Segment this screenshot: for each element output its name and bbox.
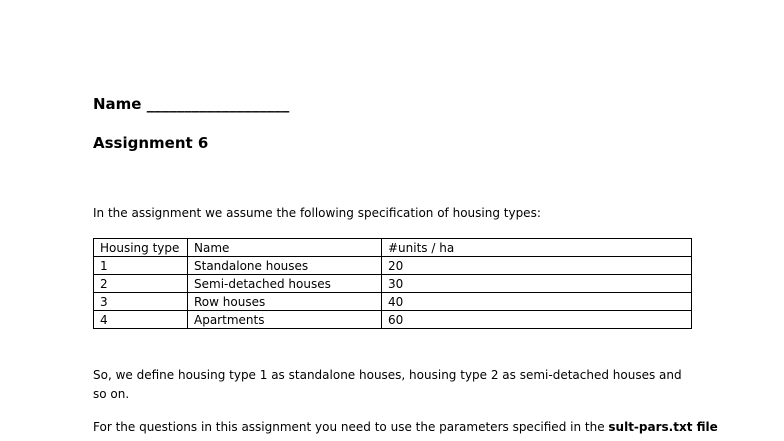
header-units-per-ha: #units / ha: [382, 239, 692, 257]
header-housing-type: Housing type: [94, 239, 188, 257]
table-cell: 60: [382, 311, 692, 329]
table-row: [94, 293, 692, 311]
parameters-paragraph: [93, 418, 718, 437]
table-cell: 3: [94, 293, 188, 311]
table-cell: Row houses: [188, 293, 382, 311]
table-row: [94, 311, 692, 329]
housing-types-table: [93, 238, 692, 329]
table-cell: Semi-detached houses: [188, 275, 382, 293]
table-row: [94, 275, 692, 293]
table-cell: Standalone houses: [188, 257, 382, 275]
assignment-title: Assignment 6: [93, 134, 209, 152]
table-cell: 4: [94, 311, 188, 329]
name-field-label: Name ___________________: [93, 95, 290, 113]
parameters-filename: sult-pars.txt file: [608, 420, 718, 434]
table-cell: 30: [382, 275, 692, 293]
definition-paragraph: So, we define housing type 1 as standalone houses, housing type 2 as semi-detached houses and so on.: [93, 368, 682, 401]
table-cell: Apartments: [188, 311, 382, 329]
intro-paragraph: In the assignment we assume the following specification of housing types:: [93, 206, 541, 220]
table-cell: 20: [382, 257, 692, 275]
table-cell: 2: [94, 275, 188, 293]
table-header-row: [94, 239, 692, 257]
table-row: [94, 257, 692, 275]
header-name: Name: [188, 239, 382, 257]
table-cell: 1: [94, 257, 188, 275]
table-cell: 40: [382, 293, 692, 311]
parameters-text: For the questions in this assignment you need to use the parameters specified in the: [93, 420, 609, 434]
